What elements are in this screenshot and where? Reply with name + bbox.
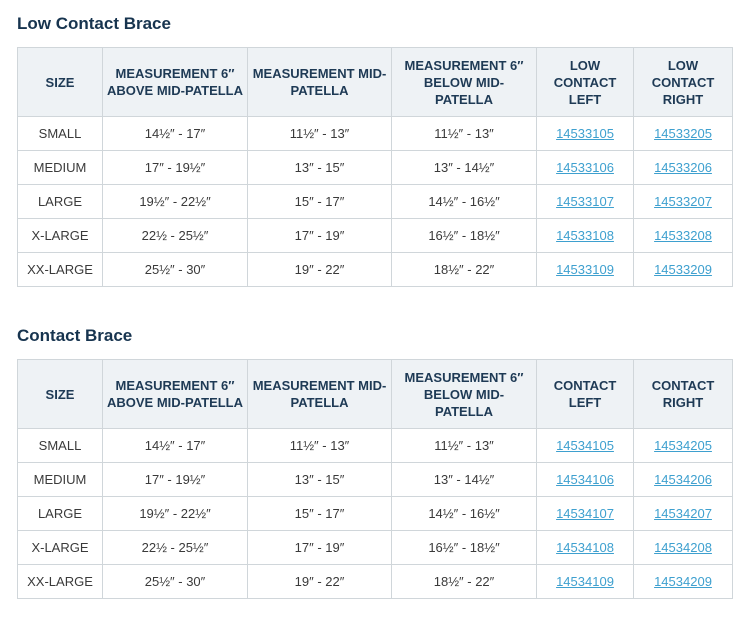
- part-number-cell: [537, 253, 634, 287]
- right-part-number-link[interactable]: 14534205: [654, 438, 712, 453]
- mid-patella-cell: 17″ - 19″: [248, 219, 392, 253]
- size-cell: X-LARGE: [18, 219, 103, 253]
- left-part-number-link[interactable]: 14534105: [556, 438, 614, 453]
- table-row: [18, 565, 733, 599]
- above-patella-cell: 17″ - 19½″: [103, 151, 248, 185]
- left-part-header: LOW CONTACT LEFT: [537, 48, 634, 117]
- contact-brace-title: Contact Brace: [17, 326, 133, 345]
- size-cell: LARGE: [18, 185, 103, 219]
- right-part-number-link[interactable]: 14533205: [654, 126, 712, 141]
- mid-patella-cell: 13″ - 15″: [248, 463, 392, 497]
- below-patella-cell: 11½″ - 13″: [392, 117, 537, 151]
- right-part-number-link[interactable]: 14533209: [654, 262, 712, 277]
- part-number-cell: [634, 219, 733, 253]
- mid-patella-cell: 11½″ - 13″: [248, 429, 392, 463]
- mid-patella-cell: 13″ - 15″: [248, 151, 392, 185]
- mid-patella-cell: 15″ - 17″: [248, 185, 392, 219]
- part-number-cell: [537, 463, 634, 497]
- above-patella-cell: 25½″ - 30″: [103, 565, 248, 599]
- left-part-number-link[interactable]: 14533107: [556, 194, 614, 209]
- size-cell: SMALL: [18, 429, 103, 463]
- above-patella-cell: 19½″ - 22½″: [103, 497, 248, 531]
- mid-patella-cell: 17″ - 19″: [248, 531, 392, 565]
- below-patella-header: MEASUREMENT 6″ BELOW MID-PATELLA: [392, 360, 537, 429]
- part-number-cell: [634, 151, 733, 185]
- mid-patella-cell: 11½″ - 13″: [248, 117, 392, 151]
- below-patella-header: MEASUREMENT 6″ BELOW MID-PATELLA: [392, 48, 537, 117]
- part-number-cell: [634, 565, 733, 599]
- part-number-cell: [537, 151, 634, 185]
- left-part-number-link[interactable]: 14533109: [556, 262, 614, 277]
- right-part-number-link[interactable]: 14533208: [654, 228, 712, 243]
- size-cell: LARGE: [18, 497, 103, 531]
- part-number-cell: [634, 429, 733, 463]
- mid-patella-cell: 19″ - 22″: [248, 565, 392, 599]
- left-part-header: CONTACT LEFT: [537, 360, 634, 429]
- table-row: [18, 253, 733, 287]
- part-number-cell: [537, 117, 634, 151]
- below-patella-cell: 13″ - 14½″: [392, 463, 537, 497]
- right-part-header: CONTACT RIGHT: [634, 360, 733, 429]
- size-cell: XX-LARGE: [18, 565, 103, 599]
- part-number-cell: [634, 531, 733, 565]
- part-number-cell: [634, 463, 733, 497]
- part-number-cell: [537, 497, 634, 531]
- left-part-number-link[interactable]: 14534109: [556, 574, 614, 589]
- mid-patella-header: MEASUREMENT MID-PATELLA: [248, 360, 392, 429]
- mid-patella-cell: 15″ - 17″: [248, 497, 392, 531]
- right-part-number-link[interactable]: 14534207: [654, 506, 712, 521]
- size-header: SIZE: [18, 360, 103, 429]
- table-row: [18, 429, 733, 463]
- right-part-header: LOW CONTACT RIGHT: [634, 48, 733, 117]
- below-patella-cell: 11½″ - 13″: [392, 429, 537, 463]
- mid-patella-header: MEASUREMENT MID-PATELLA: [248, 48, 392, 117]
- below-patella-cell: 18½″ - 22″: [392, 565, 537, 599]
- right-part-number-link[interactable]: 14533207: [654, 194, 712, 209]
- part-number-cell: [634, 185, 733, 219]
- below-patella-cell: 16½″ - 18½″: [392, 219, 537, 253]
- low-contact-brace-table: [17, 47, 733, 287]
- mid-patella-cell: 19″ - 22″: [248, 253, 392, 287]
- left-part-number-link[interactable]: 14534108: [556, 540, 614, 555]
- above-patella-cell: 14½″ - 17″: [103, 429, 248, 463]
- part-number-cell: [537, 219, 634, 253]
- left-part-number-link[interactable]: 14534107: [556, 506, 614, 521]
- below-patella-cell: 14½″ - 16½″: [392, 185, 537, 219]
- part-number-cell: [537, 429, 634, 463]
- table-row: [18, 185, 733, 219]
- size-header: SIZE: [18, 48, 103, 117]
- left-part-number-link[interactable]: 14533105: [556, 126, 614, 141]
- table-header-row: [18, 48, 733, 117]
- size-cell: MEDIUM: [18, 463, 103, 497]
- left-part-number-link[interactable]: 14533108: [556, 228, 614, 243]
- above-patella-cell: 25½″ - 30″: [103, 253, 248, 287]
- low-contact-brace-title: Low Contact Brace: [17, 14, 171, 33]
- table-row: [18, 497, 733, 531]
- above-patella-cell: 22½ - 25½″: [103, 219, 248, 253]
- part-number-cell: [634, 117, 733, 151]
- table-row: [18, 531, 733, 565]
- size-cell: SMALL: [18, 117, 103, 151]
- contact-brace-table: [17, 359, 733, 599]
- right-part-number-link[interactable]: 14534206: [654, 472, 712, 487]
- above-patella-cell: 14½″ - 17″: [103, 117, 248, 151]
- above-patella-cell: 19½″ - 22½″: [103, 185, 248, 219]
- left-part-number-link[interactable]: 14534106: [556, 472, 614, 487]
- part-number-cell: [537, 531, 634, 565]
- table-row: [18, 463, 733, 497]
- right-part-number-link[interactable]: 14534209: [654, 574, 712, 589]
- table-row: [18, 117, 733, 151]
- below-patella-cell: 18½″ - 22″: [392, 253, 537, 287]
- below-patella-cell: 14½″ - 16½″: [392, 497, 537, 531]
- table-row: [18, 151, 733, 185]
- part-number-cell: [634, 253, 733, 287]
- right-part-number-link[interactable]: 14533206: [654, 160, 712, 175]
- below-patella-cell: 16½″ - 18½″: [392, 531, 537, 565]
- size-cell: XX-LARGE: [18, 253, 103, 287]
- size-cell: MEDIUM: [18, 151, 103, 185]
- above-patella-cell: 17″ - 19½″: [103, 463, 248, 497]
- size-cell: X-LARGE: [18, 531, 103, 565]
- above-patella-header: MEASUREMENT 6″ ABOVE MID-PATELLA: [103, 360, 248, 429]
- left-part-number-link[interactable]: 14533106: [556, 160, 614, 175]
- part-number-cell: [537, 185, 634, 219]
- above-patella-cell: 22½ - 25½″: [103, 531, 248, 565]
- below-patella-cell: 13″ - 14½″: [392, 151, 537, 185]
- table-header-row: [18, 360, 733, 429]
- part-number-cell: [634, 497, 733, 531]
- right-part-number-link[interactable]: 14534208: [654, 540, 712, 555]
- part-number-cell: [537, 565, 634, 599]
- table-row: [18, 219, 733, 253]
- above-patella-header: MEASUREMENT 6″ ABOVE MID-PATELLA: [103, 48, 248, 117]
